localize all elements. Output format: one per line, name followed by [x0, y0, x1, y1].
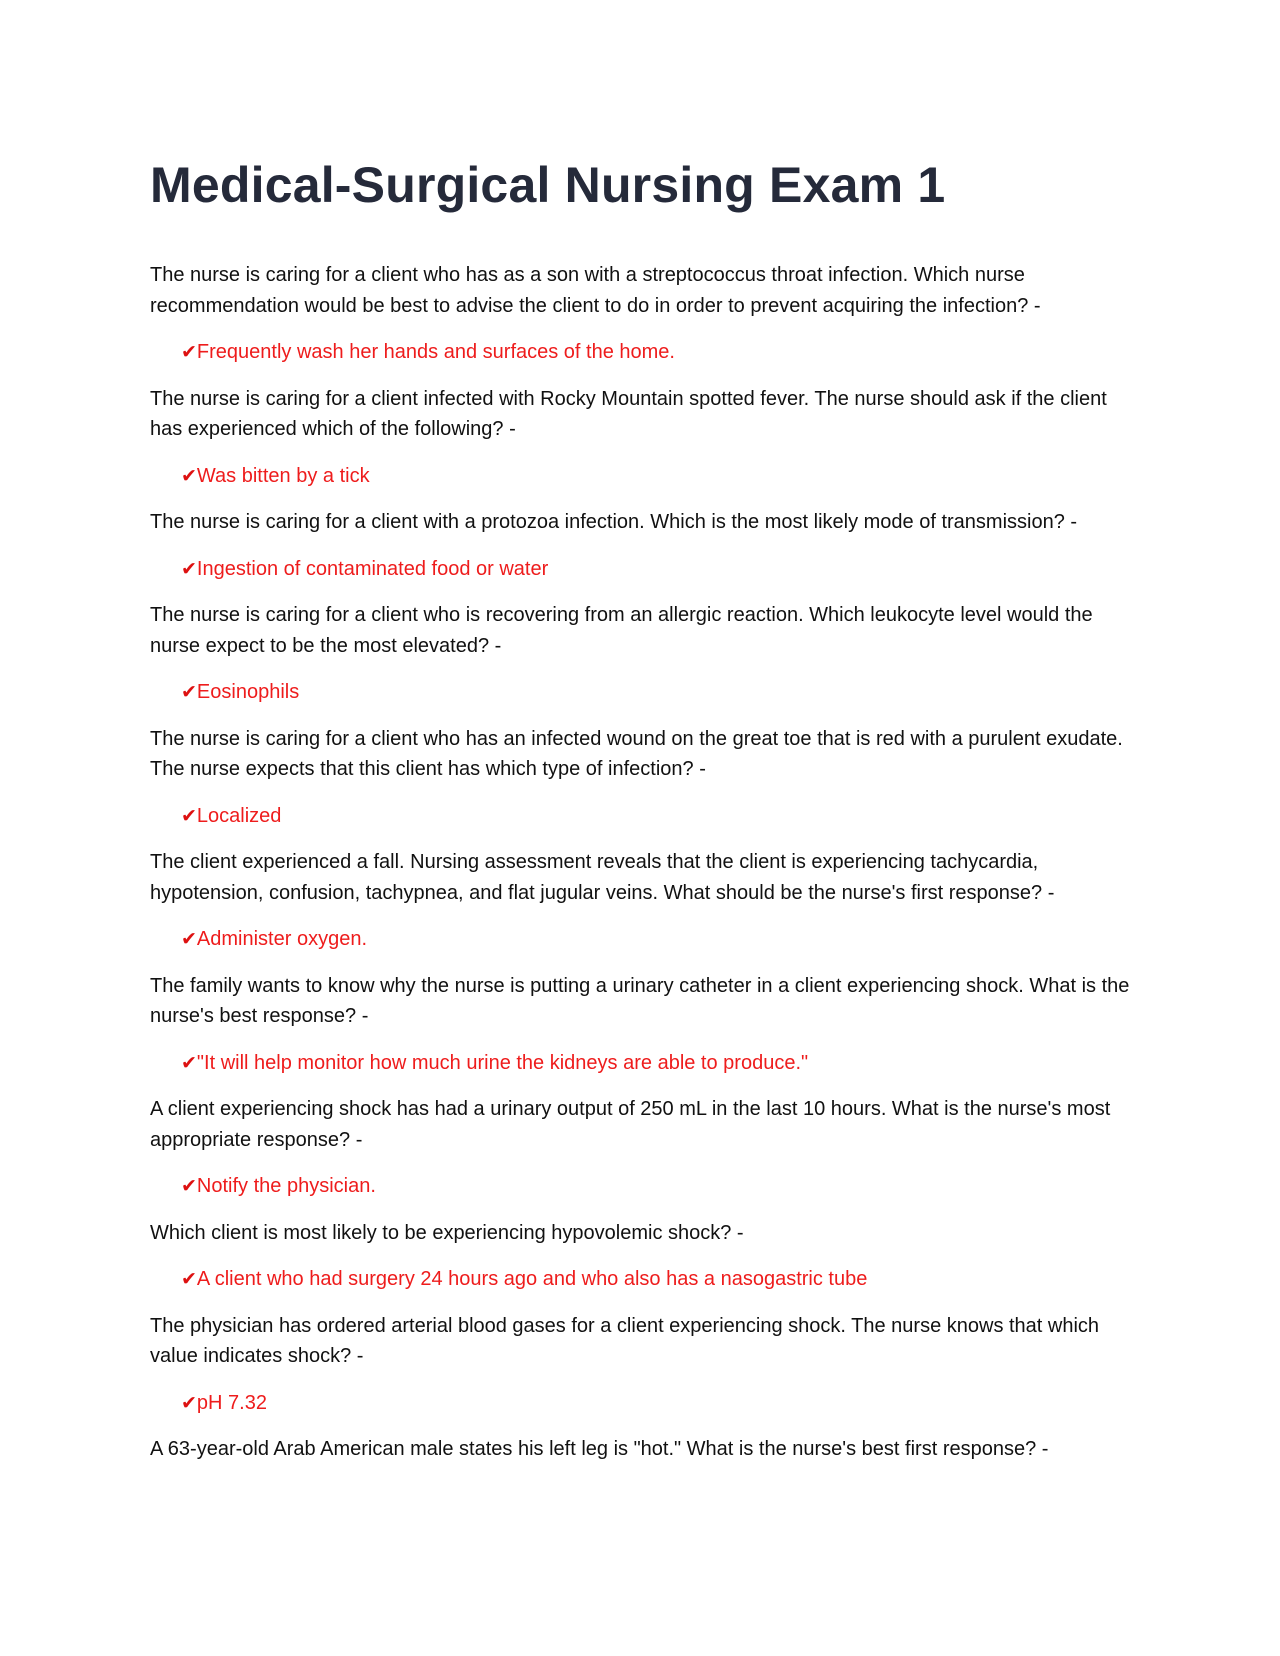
- page-title: Medical-Surgical Nursing Exam 1: [150, 157, 946, 213]
- qa-item-2: [150, 384, 1140, 492]
- answer-text: [181, 1388, 1140, 1419]
- qa-item-9: [150, 1218, 1140, 1295]
- answer-label: Localized: [196, 804, 282, 827]
- qa-item-6: [150, 847, 1140, 955]
- answer-label: Notify the physician.: [196, 1175, 376, 1197]
- document-page: [150, 140, 1140, 1481]
- question-text: The nurse is caring for a client infected with Rocky Mountain spotted fever. The nurse should ask if the client has experienced which of the following? -: [150, 387, 1107, 440]
- qa-item-1: [150, 260, 1140, 368]
- answer-label: Ingestion of contaminated food or water: [196, 557, 549, 580]
- answer-text: [181, 801, 1140, 832]
- answer-text: [181, 677, 1140, 708]
- qa-item-7: [150, 971, 1140, 1079]
- checkmark-icon: ✔: [181, 1051, 197, 1074]
- qa-item-11: [150, 1434, 1140, 1465]
- answer-text: [181, 1264, 1140, 1295]
- checkmark-icon: ✔: [181, 681, 197, 703]
- answer-label: Frequently wash her hands and surfaces of the home.: [196, 341, 675, 363]
- question-text: Which client is most likely to be experiencing hypovolemic shock? -: [150, 1221, 744, 1244]
- checkmark-icon: ✔: [181, 1175, 197, 1197]
- checkmark-icon: ✔: [181, 928, 197, 950]
- checkmark-icon: ✔: [181, 1391, 197, 1414]
- question-text: The nurse is caring for a client who is recovering from an allergic reaction. Which leukocyte level would the nurse expect to be the most elevated? -: [150, 604, 1093, 657]
- checkmark-icon: ✔: [181, 1268, 197, 1290]
- answer-label: Administer oxygen.: [196, 928, 367, 950]
- question-text: The family wants to know why the nurse is putting a urinary catheter in a client experiencing shock. What is the nurse's best response? -: [150, 974, 1130, 1027]
- qa-item-5: [150, 724, 1140, 832]
- question-text: The physician has ordered arterial blood gases for a client experiencing shock. The nurse knows that which value indicates shock? -: [150, 1314, 1100, 1367]
- answer-text: [181, 554, 1140, 585]
- question-text: A client experiencing shock has had a urinary output of 250 mL in the last 10 hours. What is the nurse's most appropriate response? -: [150, 1098, 1111, 1151]
- question-text: A 63-year-old Arab American male states his left leg is "hot." What is the nurse's best first response? -: [150, 1438, 1049, 1460]
- question-text: The nurse is caring for a client who has as a son with a streptococcus throat infection. Which nurse recommendation would be best to advise the client to do in order to prevent acquiring the infection? -: [150, 264, 1041, 317]
- qa-item-4: [150, 600, 1140, 708]
- answer-text: [181, 1171, 1140, 1202]
- checkmark-icon: ✔: [181, 804, 197, 827]
- qa-item-10: [150, 1311, 1140, 1419]
- question-text: The nurse is caring for a client who has an infected wound on the great toe that is red with a purulent exudate. The nurse expects that this client has which type of infection? -: [150, 727, 1123, 780]
- answer-label: Was bitten by a tick: [196, 464, 370, 487]
- answer-label: Eosinophils: [196, 681, 300, 703]
- answer-label: "It will help monitor how much urine the kidneys are able to produce.": [196, 1051, 809, 1074]
- answer-text: [181, 337, 1140, 368]
- checkmark-icon: ✔: [181, 557, 197, 580]
- answer-label: A client who had surgery 24 hours ago and who also has a nasogastric tube: [196, 1268, 868, 1290]
- answer-text: [181, 1048, 1140, 1079]
- answer-text: [181, 461, 1140, 492]
- answer-label: pH 7.32: [196, 1391, 267, 1414]
- qa-item-3: [150, 507, 1140, 584]
- answer-text: [181, 924, 1140, 955]
- question-text: The client experienced a fall. Nursing assessment reveals that the client is experiencing tachycardia, hypotension, confusion, tachypnea, and flat jugular veins. What should be the nurse's first response? -: [150, 851, 1055, 904]
- checkmark-icon: ✔: [181, 341, 197, 363]
- checkmark-icon: ✔: [181, 464, 197, 487]
- question-text: The nurse is caring for a client with a protozoa infection. Which is the most likely mode of transmission? -: [150, 511, 1078, 533]
- qa-item-8: [150, 1094, 1140, 1202]
